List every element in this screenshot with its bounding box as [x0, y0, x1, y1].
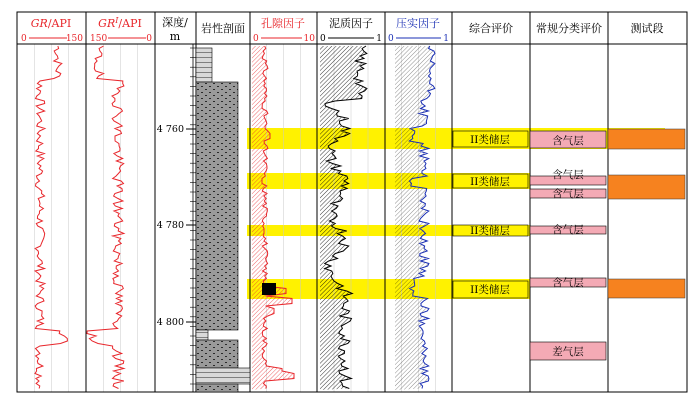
test-intervals [608, 129, 685, 298]
shale-title: 泥质因子 [329, 17, 373, 30]
reservoir-highlight-bands [247, 128, 665, 299]
compaction-scale-left: 0 [388, 34, 394, 44]
svg-text:II类储层: II类储层 [470, 134, 510, 146]
gr2-curve [87, 46, 124, 389]
gr1-scale-right: 150 [65, 34, 83, 44]
gr1-title: GR/API [30, 17, 72, 30]
svg-text:II类储层: II类储层 [470, 225, 510, 237]
depth-tick-4800: 4 800 [156, 317, 184, 328]
comprehensive-label-2 [453, 174, 528, 188]
svg-text:II类储层: II类储层 [470, 176, 510, 188]
gas-layer-label-4 [530, 223, 606, 236]
gas-layer-label-3 [530, 187, 606, 200]
gas-layer-label-1 [530, 131, 606, 148]
test-interval-3 [608, 279, 685, 298]
gr1-scale-left: 0 [21, 34, 27, 44]
compaction-fill [395, 46, 435, 390]
svg-text:II类储层: II类储层 [470, 284, 510, 296]
shale-fill [320, 46, 367, 390]
gr2-title: $GR^I$/API [98, 16, 142, 30]
gr2-scale-right: 0 [146, 34, 152, 44]
svg-text:含气层: 含气层 [552, 277, 584, 289]
comprehensive-label-1 [453, 131, 528, 147]
depth-title-line2: m [169, 30, 181, 43]
depth-tick-4760: 4 760 [156, 124, 184, 135]
svg-text:差气层: 差气层 [552, 346, 584, 358]
comprehensive-label-3 [453, 224, 528, 237]
comprehensive-label-4 [453, 281, 528, 298]
compaction-scale-right: 1 [443, 34, 449, 44]
porosity-scale-right: 10 [303, 34, 315, 44]
gr1-curve [35, 46, 67, 389]
test-interval-1 [608, 129, 685, 149]
conventional-title: 常规分类评价 [536, 22, 602, 35]
porosity-title: 孔隙因子 [261, 17, 305, 30]
lithology-column [196, 48, 250, 392]
svg-text:含气层: 含气层 [552, 169, 584, 181]
depth-title-line1: 深度/ [162, 16, 188, 29]
gas-layer-label-2 [530, 168, 606, 185]
gr2-scale-left: 150 [90, 34, 108, 44]
porosity-fill [252, 46, 294, 390]
shale-scale-left: 0 [320, 34, 326, 44]
svg-text:含气层: 含气层 [552, 135, 584, 147]
shale-scale-right: 1 [376, 34, 382, 44]
test-interval-2 [608, 175, 685, 199]
lithology-title: 岩性剖面 [201, 22, 245, 35]
poor-gas-layer-label [530, 342, 606, 360]
svg-text:含气层: 含气层 [552, 224, 584, 236]
conventional-evaluation [530, 131, 606, 360]
svg-text:含气层: 含气层 [552, 188, 584, 200]
comprehensive-title: 综合评价 [469, 22, 513, 35]
depth-track [157, 44, 196, 392]
compaction-title: 压实因子 [396, 17, 440, 30]
gas-layer-label-5 [530, 276, 606, 289]
porosity-scale-left: 0 [253, 34, 259, 44]
depth-tick-4780: 4 780 [156, 220, 184, 231]
track-headers [21, 15, 664, 44]
comprehensive-evaluation [453, 131, 528, 298]
test-title: 测试段 [630, 22, 664, 35]
porosity-dense-fill [262, 283, 276, 295]
